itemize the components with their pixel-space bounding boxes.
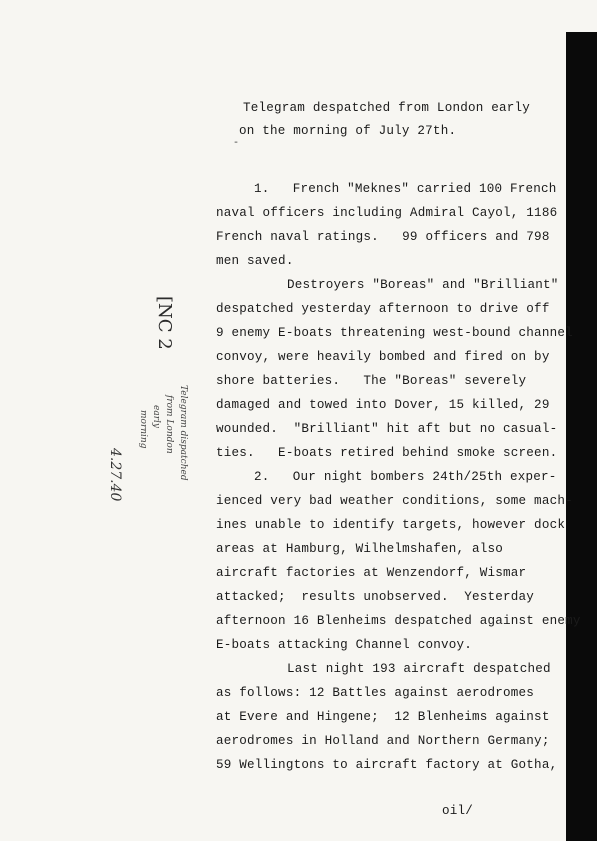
body-line: aircraft factories at Wenzendorf, Wismar — [216, 566, 527, 580]
body-line: 9 enemy E-boats threatening west-bound channel — [216, 326, 573, 340]
body-line: damaged and towed into Dover, 15 killed, 29 — [216, 398, 550, 412]
body-line: areas at Hamburg, Wilhelmshafen, also — [216, 542, 504, 556]
body-line: convoy, were heavily bombed and fired on by — [216, 350, 550, 364]
body-line: despatched yesterday afternoon to drive off — [216, 302, 550, 316]
body-line: aerodromes in Holland and Northern Germany; — [216, 734, 550, 748]
dash-mark: - — [233, 138, 240, 149]
body-line: ties. E-boats retired behind smoke screen. — [216, 446, 558, 460]
body-line: naval officers including Admiral Cayol, 1186 — [216, 206, 558, 220]
body-line: Last night 193 aircraft despatched — [287, 662, 551, 676]
catchword: oil/ — [442, 804, 474, 818]
margin-handwritten-note-5: morning — [138, 410, 148, 449]
body-line: afternoon 16 Blenheims despatched against enemy — [216, 614, 581, 628]
margin-stamp: [NC 2 — [154, 296, 175, 350]
body-line: E-boats attacking Channel convoy. — [216, 638, 472, 652]
body-line: wounded. "Brilliant" hit aft but no casual- — [216, 422, 558, 436]
body-line: 1. French "Meknes" carried 100 French — [254, 182, 557, 196]
body-line: as follows: 12 Battles against aerodromes — [216, 686, 535, 700]
body-line: French naval ratings. 99 officers and 798 — [216, 230, 550, 244]
margin-handwritten-note-1: 4.27.40 — [107, 448, 123, 502]
body-line: Destroyers "Boreas" and "Brilliant" — [287, 278, 559, 292]
body-line: shore batteries. The "Boreas" severely — [216, 374, 527, 388]
heading-line-1: Telegram despatched from London early — [243, 101, 531, 115]
scan-edge-bar — [566, 32, 597, 841]
margin-handwritten-note-3: from London — [164, 395, 174, 454]
body-line: attacked; results unobserved. Yesterday — [216, 590, 535, 604]
body-line: at Evere and Hingene; 12 Blenheims against — [216, 710, 550, 724]
body-line: 59 Wellingtons to aircraft factory at Gotha, — [216, 758, 558, 772]
margin-handwritten-note-2: Telegram dispatched — [178, 385, 188, 481]
heading-line-2: on the morning of July 27th. — [239, 124, 457, 138]
margin-handwritten-note-4: early — [151, 405, 161, 428]
body-line: ienced very bad weather conditions, some mach- — [216, 494, 573, 508]
body-line: 2. Our night bombers 24th/25th exper- — [254, 470, 557, 484]
body-line: men saved. — [216, 254, 294, 268]
body-line: ines unable to identify targets, however dock — [216, 518, 566, 532]
